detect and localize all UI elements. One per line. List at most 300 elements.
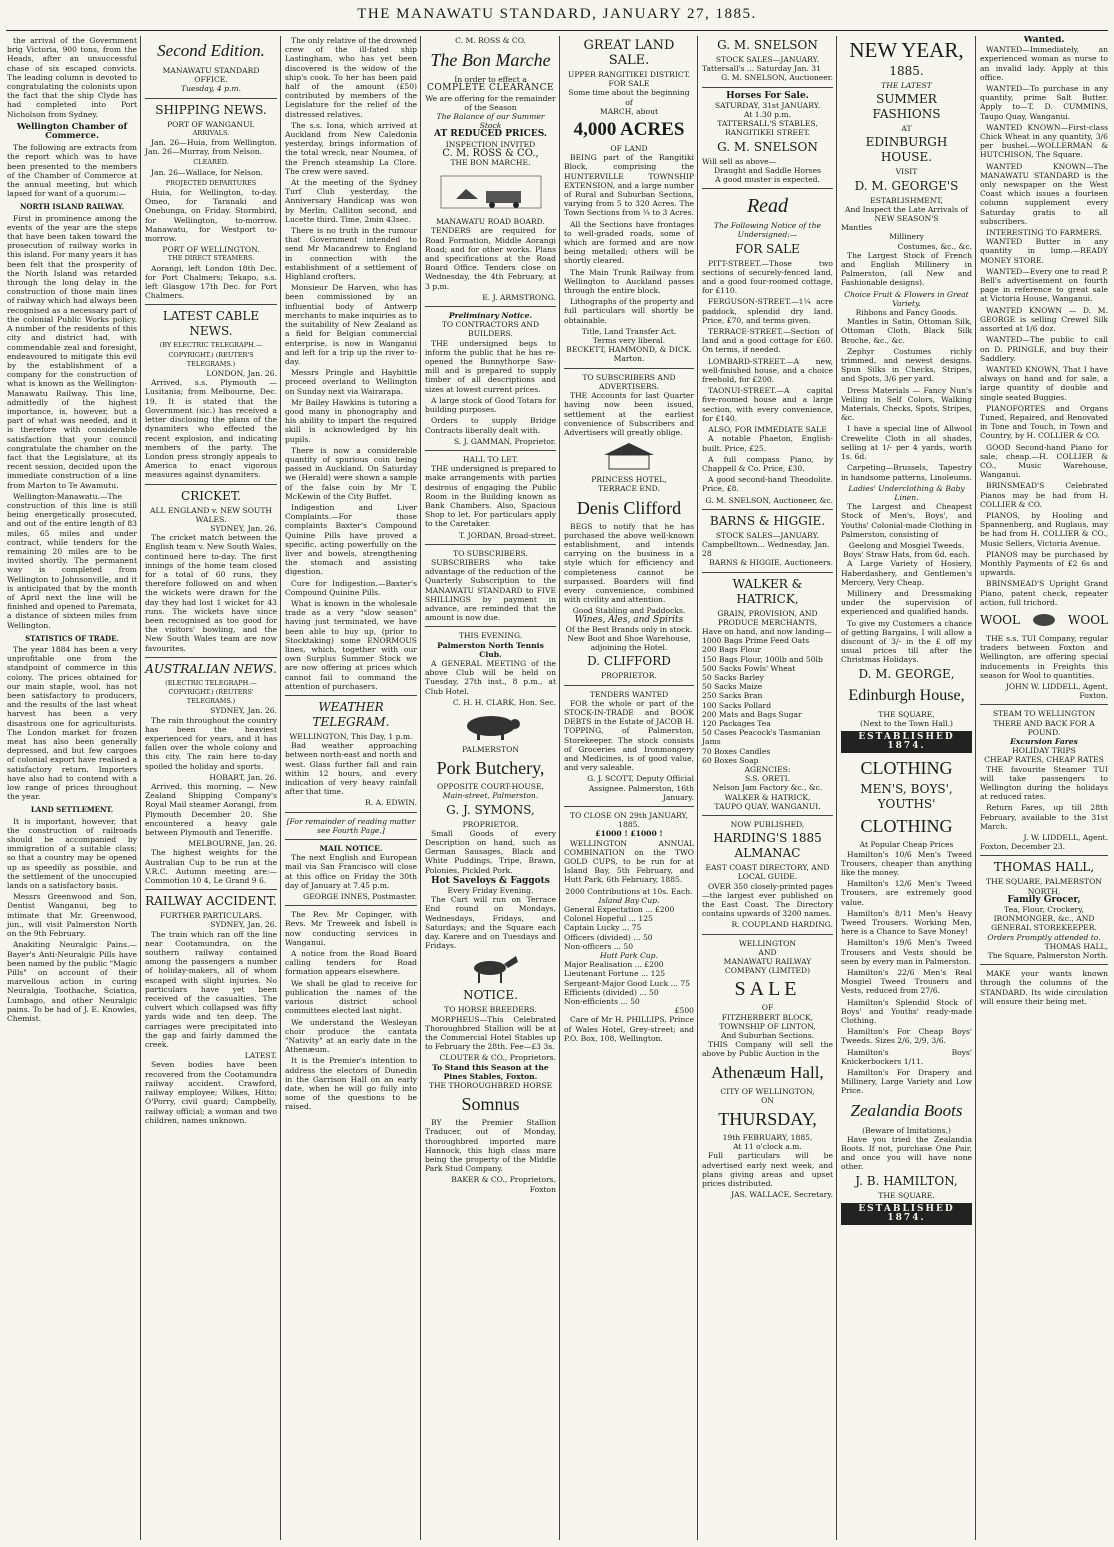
ad-text: PALMERSTON <box>461 744 520 754</box>
article-text: There is no truth in the rumour that Government intended to send Mr Macandrew to England in connection with the establishment of a settlement of Highland crofters. <box>285 226 417 282</box>
office-line: MANAWATU STANDARD OFFICE. <box>162 66 260 85</box>
ad-text: The Square, Palmerston North. <box>987 951 1108 961</box>
hamilton-list <box>841 850 972 1096</box>
ad-text: Draught and Saddle Horses <box>714 165 821 175</box>
ad-heading: Hot Saveloys & Faggots <box>431 875 550 886</box>
list-item: GOOD Second-hand Piano for sale, cheap.—H. COLLIER & CO., Music Warehouse, Wanganui. <box>980 442 1108 480</box>
ad-text: Foxton, December 23. <box>980 842 1066 852</box>
list-item: WANTED KNOWN—The MANAWATU STANDARD is the only newspaper on the West Coast which issues a fourteen column supplement every Saturday gratis to all subscribers. <box>980 161 1108 226</box>
dateline: SYDNEY, Jan. 26. <box>210 523 277 533</box>
ad-text: Care of Mr H. PHILLIPS, Prince of Wales Hotel, Grey-street; and P.O. Box, 108, Wellington. <box>564 1015 694 1043</box>
signature: BECKETT, HAMMOND, & DICK. Marton. <box>566 345 692 364</box>
list-item: BRINSMEAD'S Celebrated Pianos may be had from H. COLLIER & CO. <box>980 481 1108 509</box>
ad-text: At Popular Cheap Prices <box>859 840 954 850</box>
horse-illustration <box>456 954 526 984</box>
ad-text: The Following Notice of the Undersigned:— <box>714 221 821 240</box>
list-item: WANTED Butter in any quantity in lump.—READY MONEY STORE. <box>980 237 1108 265</box>
list-item: Hamilton's 8/11 Men's Heavy Tweed Trousers. Working Men, here is a Chance to Save Money! <box>841 908 972 937</box>
ad-text: SATURDAY, 31st JANUARY. <box>714 100 821 110</box>
article-text: We shall be glad to receive for publication the names of the various district school committees elected last night. <box>285 978 417 1016</box>
ad-text: MAKE your wants known through the columns of the STANDARD. Its wide circulation will ensure their being met. <box>980 969 1108 1006</box>
subheading: THE DIRECT STEAMERS. <box>167 254 255 263</box>
ad-text: MORPHEUS—This Celebrated Thoroughbred Stallion will be at the Commercial Hotel Stables up to February the 28th. Fee—£3 3s. <box>425 1014 556 1052</box>
signature: R. A. EDWIN. <box>365 798 417 808</box>
list-item: 500 Sacks Fowls' Wheat <box>702 663 796 673</box>
ad-heading: FOR SALE <box>608 79 650 89</box>
ad-text: FERGUSON-STREET.—1¼ acre paddock, splendid dry land. Price, £70, and terms given. <box>702 297 833 325</box>
ad-text: PROPRIETOR. <box>462 819 519 829</box>
australian-news-heading: AUSTRALIAN NEWS. <box>145 661 277 676</box>
article-text: Monsieur De Harven, who has been commissioned by an influential body of Antwerp merchants to make inquiries as to the suitability of New Zealand as a field for Belgian commercial enterprise, is now in Wanganui and left for a trip up the river to-day. <box>285 283 417 366</box>
read-title: Read <box>746 195 789 218</box>
almanac-title: HARDING'S 1885 ALMANAC <box>713 831 822 861</box>
railway-accident-heading: RAILWAY ACCIDENT. <box>145 894 277 909</box>
article-text: What is known in the wholesale trade as a very "slow season" having just terminated, we have been able to buy up, (prior to Stocktaking) some ENORMOUS lines, which, together with our own Surplus Summer Stock we are now offering at prices which cannot fail to command the attention of purchasers. <box>285 598 417 691</box>
list-item: Hamilton's Splendid Stock of Boys' and Youths' ready-made Clothing. <box>841 997 972 1026</box>
thursday-title: THURSDAY, <box>718 1109 817 1130</box>
section-subheading: STATISTICS OF TRADE. <box>25 633 119 643</box>
ad-text: Wines, Ales, and Spirits <box>574 614 684 625</box>
column-divider <box>559 36 560 1540</box>
sale-title: SALE <box>734 978 801 1001</box>
ad-text: To Stand this Season at the Pines Stables, Foxton. <box>432 1062 549 1081</box>
list-item: WANTED—Every one to read P. Bell's advertisement on fourth page in reference to great sale at Victoria House, Wanganui. <box>980 266 1108 304</box>
list-item: 50 Sacks Maize <box>702 682 763 692</box>
signature: G. M. SNELSON, Auctioneer, &c. <box>705 495 833 505</box>
ad-text: A Large Variety of Hosiery, Haberdashery, and Gentlemen's Mercery, Very Cheap. <box>841 559 972 587</box>
ad-text: And Suburban Sections. <box>720 1031 815 1041</box>
ad-subheading: GRAIN, PROVISION, AND PRODUCE MERCHANTS, <box>717 608 818 627</box>
ad-text: Tattersall's ... Saturday Jan. 31 <box>702 64 821 74</box>
dateline: LATEST. <box>244 1051 277 1061</box>
ad-heading: PRINCESS HOTEL, <box>591 475 667 485</box>
summer-fashions-title: SUMMER FASHIONS <box>872 92 941 122</box>
dateline: HOBART, Jan. 26. <box>209 772 277 782</box>
ad-text: BY the Premier Stallion Traducer, out of Monday, thoroughbred imported mare Hannock, this high class mare being the property of the Middle Park Stud Company. <box>425 1118 556 1174</box>
advertiser-name: D. M. GEORGE, <box>858 666 955 681</box>
clothing-subtitle: MEN'S, BOYS', YOUTHS' <box>860 782 953 812</box>
ad-text: TENDERS are required for Road Formation, Middle Aorangi Road; and for other works. Plans and specifications at the Road Board Office. Tenders close on Wednesday, the 4th February, at 3 p.m. <box>425 226 556 291</box>
column-3 <box>282 36 420 1540</box>
ad-text: TERRACE-STREET.—Section of land and a good cottage for £60. On terms, if needed. <box>702 327 833 355</box>
ad-text: COMPANY (LIMITED) <box>724 966 811 976</box>
article-text: Arrived, this morning, — New Zealand Shipping Company's Royal Mail steamer Aorangi, from Plymouth December 20. She encountered a heavy gale between Plymouth and Teneriffe. <box>145 782 277 838</box>
signature: JOHN W. LIDDELL, Agent, Foxton. <box>1005 682 1108 701</box>
article-text: Messrs Pringle and Haybittle proceed overland to Wellington on Sunday next via Wairarapa. <box>285 368 417 396</box>
list-item: Captain Lucky ... 75 <box>564 923 642 933</box>
advertiser-name: G. M. SNELSON <box>717 38 818 52</box>
clothing-title: CLOTHING <box>860 816 953 837</box>
athenaeum-title: Athenæum Hall, <box>711 1062 824 1082</box>
signature: BARNS & HIGGIE, Auctioneers. <box>709 558 833 568</box>
wanted-list <box>980 45 1108 607</box>
ad-text: THE undersigned is prepared to make arrangements with parties desirous of engaging the Public Room in the Building known as Bank Chambers. Also, Spacious Shop to let. For particulars apply to the Caretaker. <box>425 464 556 529</box>
ad-text: Title, Land Transfer Act. <box>581 326 677 336</box>
article-text: It is the Premier's intention to address the electors of Dunedin in the Garrison Hall on an early date, when he will go fully into some of the questions to be raised. <box>285 1056 417 1112</box>
list-item: Colonel Hopeful ... 125 <box>564 914 653 924</box>
ad-text: 19th FEBRUARY, 1885, <box>722 1133 813 1143</box>
ad-text: Small Goods of every Description on hand, such as German Sausages, Black and White Puddings, Tripe, Brawn, Polonies, Pickled Pork. <box>425 828 556 875</box>
article-text: The highest weights for the Australian Cup to be run at the V.R.C. Autumn meeting are:—Commotion 10 4, Le Grand 9 6. <box>145 848 277 886</box>
signature: G. J. SCOTT, Deputy Official Assignee. Palmerston, 16th January. <box>587 774 694 802</box>
ad-heading: STEAM TO WELLINGTON <box>992 709 1096 719</box>
ad-text: THIS Company will sell the above by Public Auction in the <box>702 1040 833 1059</box>
dateline: SYDNEY, Jan. 26. <box>210 920 277 930</box>
list-item: Hamilton's 19/6 Men's Tweed Trousers and Vests should be seen by every man in Palmerston. <box>841 938 972 966</box>
article-text: Jan. 26—Wallace, for Nelson. <box>151 167 263 177</box>
ad-heading: Preliminary Notice. <box>448 311 533 321</box>
ad-heading: TO CLOSE ON 29th JANUARY, 1885. <box>570 811 688 830</box>
ad-text: Choice Fruit & Flowers in Great Variety. <box>844 289 969 308</box>
ad-text: THE LATEST <box>881 81 932 90</box>
signature: J. W. LIDDELL, Agent. <box>1023 833 1108 843</box>
column-divider <box>280 36 281 1540</box>
ad-heading: TO SUBSCRIBERS AND ADVERTISERS. <box>582 372 676 391</box>
list-item: PIANOFORTES and Organs Tuned, Repaired, and Renovated in Tone and Touch, in Town and Country, by H. COLLIER & CO. <box>980 403 1108 441</box>
list-item: Officers (divided) ... 50 <box>564 932 653 942</box>
article-text: Huia, for Wellington, to-day. Omeo, for Taranaki and Onehunga, on Friday. Stormbird, for Wellington, to-morrow. Manawatu, for Westport to-morrow. <box>145 188 277 244</box>
ad-text: A notable Phaeton, English-built. Price, £25. <box>702 434 833 453</box>
ad-text: CHEAP RATES, CHEAP RATES <box>984 755 1104 765</box>
advertiser-name: WALKER & HATRICK, <box>732 576 803 606</box>
total: £500 <box>674 1006 694 1016</box>
ad-heading: WELLINGTON <box>738 938 797 948</box>
ad-text: Every Friday Evening. <box>447 886 534 896</box>
column-7 <box>838 36 975 1540</box>
list-item: WANTED KNOWN — D. M. GEORGE is selling Crewel Silk assorted at 1/6 doz. <box>980 305 1108 334</box>
ad-subheading: STOCK SALES—JANUARY. <box>715 55 820 64</box>
column-8 <box>977 36 1111 1540</box>
ad-text: TAUPO QUAY, WANGANUI. <box>714 801 821 811</box>
cup-list <box>564 960 694 1006</box>
ad-text: Mantles in Satin, Ottoman Silk, Ottoman Cloth, Black Silk Broche, &c., &c. <box>841 317 972 345</box>
ad-heading: Family Grocer, <box>1007 894 1081 905</box>
somnus-title: Somnus <box>461 1094 520 1115</box>
dateline: MELBOURNE, Jan. 26. <box>188 839 277 849</box>
ad-text: Orders to supply Bridge Contracts liberally dealt with. <box>425 416 556 435</box>
ad-text: The Largest Stock of French and English Millinery in Palmerston, (all New and Fashionable designs). <box>841 250 972 288</box>
list-item: Hamilton's 10/6 Men's Tweed Trousers, cheaper than anything like the money. <box>841 849 972 877</box>
list-item: 250 Sacks Bran <box>702 691 763 701</box>
list-item: Hamilton's 12/6 Men's Tweed Trousers, are extremely good value. <box>841 879 972 907</box>
article-text: The following are extracts from the report which was to have been presented to the members of the Chamber of Commerce at the annual meeting, but which lapsed for want of a quorum:— <box>7 143 137 199</box>
list-item: WANTED—To purchase in any quantity, prime Salt Butter. Apply to—T. D. CUMMINS, Taupo Quay, Wanganui. <box>980 84 1108 121</box>
list-heading: INTERESTING TO FARMERS. <box>986 228 1102 238</box>
list-item: Hamilton's 22/6 Men's Real Mosgiel Tweed Trousers and Vests, reduced from 27/6. <box>841 968 972 996</box>
ad-text: A good second-hand Theodolite. Price, £8. <box>702 475 833 494</box>
ad-subheading: TO CONTRACTORS AND BUILDERS. <box>441 320 540 339</box>
new-year-title: NEW YEAR, <box>849 38 964 62</box>
list-item: 150 Bags Flour, 100lb and 50lb <box>702 654 823 664</box>
list-item: 200 Mats and Bags Sugar <box>702 709 802 719</box>
wanted-heading: Wanted. <box>1023 36 1065 45</box>
remainder-note: [For remainder of reading matter see Fourth Page.] <box>286 816 416 835</box>
hotel-emblem <box>599 441 659 471</box>
clothing-title: CLOTHING <box>860 758 953 779</box>
ad-text: THE BON MARCHE. <box>450 158 531 168</box>
list-item: 100 Sacks Pollard <box>702 700 772 710</box>
article-text: Cure for Indigestion.—Baxter's Compound Quinine Pills. <box>285 578 417 597</box>
list-item: General Expectation ... £200 <box>564 905 675 915</box>
article-text: The cricket match between the English team v. New South Wales, continued here to-day. The first innings of the home team closed for a total of 60 runs, they therefore followed on and when the wickets were drawn for the day they had lost 1 wicket for 43 runs. The wickets have since been recognised as too good for the visitors' bowling, and the New South Wales team are now favourites. <box>145 533 277 653</box>
list-item: BRINSMEAD'S Upright Grand Piano, patent check, repeater action, full trichord. <box>980 579 1108 607</box>
pork-butchery-title: Pork Butchery, <box>436 758 545 779</box>
ad-text: Zephyr Costumes richly trimmed, and newest designs. Spun Silks in Checks, Stripes, and Spots, 3/6 per yard. <box>841 346 972 384</box>
advertiser-name: THOMAS HALL, <box>993 860 1095 875</box>
ad-text: The Balance of our Summer Stock <box>436 112 545 131</box>
ad-heading: Palmerston North Tennis Club. <box>437 640 544 659</box>
ad-text: FOR the whole or part of the STOCK-IN-TRADE and BOOK DEBTS in the Estate of JACOB H. TOPPING, of Palmerston, Storekeeper. The stock consists of Groceries and Ironmongery and Medicines, is of good value, and very saleable. <box>564 698 694 773</box>
advertiser-name: J. B. HAMILTON, <box>855 1173 958 1188</box>
ad-heading: TENDERS WANTED <box>589 689 669 699</box>
ad-heading: FITZHERBERT BLOCK, <box>721 1012 814 1022</box>
ad-heading: Horses For Sale. <box>726 90 809 101</box>
ad-text: A GENERAL MEETING of the above Club will be held on Tuesday, 27th inst., 8 p.m., at Club Hotel. <box>425 658 556 696</box>
list-item: Non-efficients ... 50 <box>564 997 640 1007</box>
ad-text: Campbelltown... Wednesday, Jan. 28 <box>702 539 830 559</box>
signature: G. M. SNELSON, Auctioneer. <box>721 73 833 83</box>
signature: THOMAS HALL, <box>1044 941 1108 951</box>
for-sale-title: FOR SALE <box>735 241 800 256</box>
ad-text: MARCH, about <box>599 106 659 116</box>
list-item: WANTED—The public to call on D. PRINGLE, and buy their Saddlery. <box>980 335 1108 363</box>
column-divider <box>975 36 976 1540</box>
ad-text: Full particulars will be advertised early next week, and plans giving areas and upset prices distributed. <box>702 1151 833 1189</box>
signature: C. H. H. CLARK, Hon. Sec. <box>452 697 556 707</box>
article-text: It is important, however, that the construction of railroads should be accompanied by immigration of a suitable class; so that a country may be opened up as speedily as possible, and the settlement of the unoccupied lands on a satisfactory basis. <box>7 816 137 891</box>
ad-heading: MANAWATU ROAD BOARD. <box>436 217 545 227</box>
ad-subheading: Island Bay Cup. <box>598 895 660 905</box>
pig-illustration <box>451 711 531 741</box>
ad-text: The Largest and Cheapest Stock of Men's, Boys', and Youths' Colonial-made Clothing in Palmerston, consisting of <box>841 502 972 539</box>
article-text: Aorangi, left London 18th Dec. for Port Chalmers; Tekapo, s.s. left Glasgow 17th Dec. for Port Chalmers. <box>145 263 277 301</box>
ad-text: Nelson Jam Factory &c., &c. <box>712 783 823 793</box>
article-text: Bad weather approaching between north-east and north and west. Glass further fall and rain within 12 hours, and every indication of very heavy rainfall after that time. <box>285 741 417 797</box>
ad-text: Lithographs of the property and full particulars will shortly be obtainable. <box>564 297 694 325</box>
ad-text: ON <box>761 1095 774 1105</box>
article-text: The only relative of the drowned crew of the ill-fated ship Lastingham, who has yet been discovered is the widow of the ship's cook. To her has been paid half of the amount (£50) contributed by members of the Legislature for the relief of the distressed relatives. <box>285 36 417 119</box>
list-item: WANTED KNOWN, That I have always on hand and for sale, a large quantity of double and single seated Buggies. <box>980 364 1108 402</box>
article-text: The year 1884 has been a very unprofitable one from the standpoint of commerce in this colony. The prices obtained for our main staple, wool, has not been satisfactory to producers, and the results of the last wheat harvest has been a very disastrous one for agriculturists. The London market for frozen meat has also been generally depressed, and but few cargoes of colonial export have realised a satisfactory return. Importers have also had to contend with a low range of prices throughout the year. <box>7 645 137 802</box>
ad-text: OPPOSITE COURT-HOUSE, <box>437 782 544 792</box>
list-item: Hamilton's Boys' Knickerbockers 1/11. <box>841 1047 972 1066</box>
ad-text: THE Accounts for last Quarter having now been issued, settlement at the earliest convenience of Subscribers and Advertisers will greatly oblige. <box>564 391 694 437</box>
signature: R. COUPLAND HARDING. <box>731 920 833 930</box>
year-title: 1885. <box>889 64 924 78</box>
column-1 <box>4 36 140 1540</box>
ad-text: Orders Promptly attended to. <box>987 932 1101 942</box>
ad-text: Have you tried the Zealandia Boots. If not, purchase One Pair, and once you will have none other. <box>841 1134 972 1172</box>
ad-text: Boys' Straw Hats, from 6d. each. <box>843 550 970 560</box>
ad-text: 2000 Contributions at 10s. Each. <box>565 886 693 896</box>
ad-text: BEGS to notify that he has purchased the above well-known establishment, and intends carrying on the business in a style which for efficiency and completeness cannot be surpassed. Boarders will find every convenience, combined with civility and attention. <box>564 521 694 605</box>
ad-text: Costumes, &c., &c. <box>897 241 972 251</box>
column-divider <box>697 36 698 1540</box>
section-subheading: NORTH ISLAND RAILWAY. <box>19 202 125 212</box>
edinburgh-house-title: EDINBURGH HOUSE. <box>865 135 948 165</box>
ad-text: WELLINGTON ANNUAL COMBINATION on the TWO GOLD CUPS, to be run for at Island Bay, 5th February, and Hutt Park, 6th February, 1885. <box>564 838 694 885</box>
established-banner: ESTABLISHED 1874. <box>841 1203 972 1225</box>
column-divider <box>836 36 837 1540</box>
ad-text: VISIT <box>895 167 918 177</box>
article-text: The train which ran off the line near Cootamundra, on the southern railway contained among the passengers a number of holiday-makers, all of whom escaped with slight injuries. No particulars have yet been received of the casualties. The culvert which collapsed was fifty yards wide and ten deep. The carriages were precipitated into the gap and fairly dammed the creek. <box>145 929 277 1050</box>
list-item: Sergeant-Major Good Luck ... 75 <box>564 978 690 988</box>
mail-heading: MAIL NOTICE. <box>319 844 383 854</box>
article-text: The next English and European mail via San Francisco will close at this office on Friday the 30th day of January at 7.45 p.m. <box>285 853 417 890</box>
sheep-illustration <box>1029 611 1059 629</box>
ad-text: THE SQUARE. <box>878 1190 935 1200</box>
column-5 <box>561 36 697 1540</box>
list-item: Hamilton's For Cheap Boys' Tweeds. Sizes 2/6, 2/9, 3/6. <box>841 1027 972 1046</box>
ad-text: S.S. ORETI. <box>744 774 791 784</box>
article-text: A notice from the Road Board calling tenders for Road formation appears elsewhere. <box>285 949 417 977</box>
column-divider <box>420 36 421 1540</box>
ad-subheading: UPPER RANGITIKEI DISTRICT. <box>567 70 691 79</box>
ad-text: And Inspect the Late Arrivals of NEW SEASON'S <box>844 204 968 224</box>
list-item: PIANOS may be purchased by Monthly Payments of £2 6s and upwards. <box>980 549 1108 578</box>
ad-text: Dress Materials — Fancy Nun's Veiling in Self Colors, Walking Materials, Checks, Spots, Stripes, &c. <box>841 385 972 423</box>
section-heading: Wellington Chamber of Commerce. <box>16 121 128 142</box>
ad-text: BEING part of the Rangitiki Block, comprising the HUNTERVILLE TOWNSHIP EXTENSION, and a large number of Rural and Suburban Sections, varying from 5 to 320 Acres. The Town Sections from ¼ to 3 Acres. <box>564 153 694 218</box>
column-2 <box>142 36 280 1540</box>
list-item: WANTED KNOWN—First-class Chick Wheat in any quantity, 3/6 per bushel.—WOLLERMAN & HUTCHISON, The Square. <box>980 122 1108 160</box>
ad-text: At 1.30 p.m. <box>743 110 792 120</box>
subheading: ARRIVALS. <box>192 128 230 137</box>
ad-subheading: Hutt Park Cup. <box>600 951 658 961</box>
ad-text: The Cart will run on Terrace End round on Mondays, Wednesdays, Fridays, and Saturdays; and the Square each day. Karere and on Tuesdays and Fridays. <box>425 895 556 951</box>
ad-text: Tea, Flour, Crockery, IRONMONGER, &c., AND GENERAL STOREKEEPER. <box>991 905 1097 933</box>
article-text: Arrived, s.s. Plymouth — Lusitania; from Melbourne, Dec. 19. It is stated that the Government (sic.) has received a letter disclosing the plans of the dynamiters who effected the recent explosion, and indicating members of the party. The London press strongly appeals to America to enact vigorous measures against dynamiters. <box>145 378 277 480</box>
list-item: 200 Bags Flour <box>702 645 761 655</box>
article-text: The s.s. Iona, which arrived at Auckland from New Caledonia yesterday, brings information of the total wreck, near Noumea, of the French steamship La Clore. The crew were saved. <box>285 120 417 176</box>
advertiser-name: G. M. SNELSON <box>717 139 818 154</box>
article-text: The rain throughout the country has been the heaviest experienced for years, and it has fallen over the whole colony and this city. The rain here to-day spoiled the holiday and sports. <box>145 715 277 771</box>
advertiser-name: BARNS & HIGGIE. <box>709 513 826 528</box>
weather-heading: WEATHER TELEGRAM. <box>312 700 390 730</box>
match-line: ALL ENGLAND v. NEW SOUTH WALES. <box>149 505 273 524</box>
wool-title: WOOL <box>980 612 1020 627</box>
ad-text: CITY OF WELLINGTON, <box>720 1086 815 1096</box>
ad-text: OF LAND <box>610 144 648 154</box>
masthead: THE MANAWATU STANDARD, JANUARY 27, 1885. <box>357 6 757 22</box>
list-item: PIANOS, by Hooling and Spannenberg, and Ruglaus, may be had from H. COLLIER & CO., Music Sellers, Victoria Avenue. <box>980 510 1108 548</box>
ad-text: All the Sections have frontages to well-graded roads, some of which are formed and are now being metalled; others will be shortly cleared. <box>564 219 694 266</box>
second-edition-title: Second Edition. <box>157 41 265 60</box>
dateline: WELLINGTON, This Day, 1 p.m. <box>289 732 413 742</box>
ad-heading: COMPLETE CLEARANCE <box>426 83 555 94</box>
article-text: Anakiting Neuralgic Pains.—Bayer's Anti-Neuralgic Pills have been named by the public "Magic Pills" on account of their marvellous action in curing Neuralgia, Toothache, Sciatica, Lumbago, and other Neuralgic pains. To be had of J. E. Knowles, Chemist. <box>7 940 137 1023</box>
ad-text: THERE AND BACK FOR A POUND. <box>993 718 1095 737</box>
ad-text: ESTABLISHMENT, <box>870 195 943 205</box>
article-text: There is now a considerable quantity of spurious coin being passed in Auckland. On Saturday we (Herald) were shown a sample of the false coin by Mr T. McKewin of the City Buffet. <box>285 445 417 501</box>
ad-text: Millinery <box>889 232 924 242</box>
ad-text: Good Stabling and Paddocks. <box>572 606 686 616</box>
list-item: Lieutenant Fortune ... 125 <box>564 969 666 979</box>
ad-text: A full compass Piano, by Chappell & Co. Price, £30. <box>702 454 833 473</box>
acres-title: 4,000 ACRES <box>573 119 685 141</box>
wool-title: WOOL <box>1068 612 1108 627</box>
ad-text: To give my Customers a chance of getting Bargains, I will allow a discount of 3/- in the £ off my usual prices till after the Christmas Holidays. <box>841 618 972 665</box>
ad-text: Terms very liberal. <box>592 336 666 346</box>
signature: T. JORDAN, Broad-street. <box>458 530 556 540</box>
ad-text: OF <box>761 1003 774 1013</box>
ad-text: THE undersigned begs to inform the public that he has re-opened the Bunnythorpe Saw-mill and is prepared to supply timber of all descriptions and sizes at lowest current prices. <box>425 338 556 394</box>
ad-text: In order to effect a <box>454 75 527 85</box>
advertiser-name: WALKER & HATRICK, <box>724 792 811 802</box>
ad-text: THE s.s. TUI Company, regular traders between Foxton and Wellington, are offering special inducements in Freights this season for Wool to quantities. <box>980 633 1108 680</box>
ad-text: PROPRIETOR. <box>601 671 657 681</box>
copyright-line: (ELECTRIC TELEGRAPH.—COPYRIGHT.) (REUTERS' TELEGRAMS.) <box>165 678 257 706</box>
ad-text: TOWNSHIP OF LINTON, <box>719 1021 816 1031</box>
advertiser-name: D. CLIFFORD <box>587 654 671 669</box>
ad-text: Will sell as above— <box>702 156 777 166</box>
ad-text: Have on hand, and now landing— <box>702 626 832 636</box>
signature: JAS. WALLACE, Secretary. <box>731 1190 833 1200</box>
ad-text: INSPECTION INVITED <box>445 139 536 149</box>
ad-subheading: EAST COAST DIRECTORY, AND LOCAL GUIDE. <box>705 863 830 882</box>
ad-text: (Next to the Town Hall.) <box>860 718 953 728</box>
article-text: Indigestion and Liver Complaints.—For those complaints Baxter's Compound Quinine Pills have proved a specific, acting powerfully on the liver and bowels, strengthening the stomach and assisting digestion. <box>285 502 417 577</box>
ad-text: THE SQUARE, <box>878 709 935 719</box>
list-item: Non-officers ... 50 <box>564 941 634 951</box>
article-text: First in prominence among the events of the year are the steps that have been taken toward the prosecution of railway works in this island. For many years it has been felt that the prosperity of the North Island was retarded through the long delay in the construction of those main lines of railway which had always been recognised as a necessary part of the colonial Public Works policy. A number of the residents of this city and district had, with commendable zeal and foresight, endeavoured to mitigate this evil by the establishment of a company for the construction of what is known as the Wellington-Manawatu Railway. This line, admittedly of the highest importance, is, however, but a part of what was needed, and it is therefore with considerable satisfaction that your council congratulate the chamber on the fact that the Legislature, at its recent session, decided upon the immediate construction of a line from Marton to Te Awamutu. <box>7 213 137 490</box>
ad-text: A good muster is expected. <box>715 175 820 185</box>
list-item: 50 Sacks Barley <box>702 672 764 682</box>
ad-text: AT <box>901 124 912 134</box>
cup-list <box>564 905 694 951</box>
column-4 <box>422 36 559 1540</box>
port-heading: PORT OF WANGANUI. <box>167 119 255 129</box>
ad-text: Millinery and Dressmaking under the supervision of experienced and qualified hands. <box>841 588 972 617</box>
article-text: Mr Bailey Hawkins is tutoring a good many in phonography and his ability to impart the required skill is acknowledged by his pupils. <box>285 397 417 444</box>
article-text: At the meeting of the Sydney Turf Club yesterday, the Anniversary Handicap was won by Merlin, Calliton second, and Lucette third. Time, 2min 43sec. <box>285 178 417 224</box>
signature: GEORGE INNES, Postmaster. <box>303 892 417 902</box>
article-text: the arrival of the Government brig Victoria, 900 tons, from the Heads, after an unsuccessful chase of six escaped convicts. The leading column is devoted to congratulating the colonists upon the fact that the ship Clyde has had completed into Port Nicholson from Sydney. <box>7 36 137 119</box>
ad-text: TAONUI-STREET.—A capital five-roomed house and a large section, with every convenience, for £140. <box>702 386 833 423</box>
advertiser-name: D. M. GEORGE'S <box>854 178 959 193</box>
road-scene-illustration <box>436 171 546 213</box>
copyright-line: (BY ELECTRIC TELEGRAPH.—COPYRIGHT.) (REUTER'S TELEGRAMS.) <box>159 341 263 368</box>
ad-text: The Main Trunk Railway from Wellington to Auckland passes through the entire block. <box>564 267 694 296</box>
list-item: Major Realisation ... £200 <box>564 960 664 970</box>
port-heading: PORT OF WELLINGTON. <box>162 245 260 255</box>
ad-text: Carpeting—Brussels, Tapestry in handsome patterns, Linoleums. <box>841 463 972 482</box>
list-item: Hamilton's For Drapery and Millinery, Large Variety and Low Price. <box>841 1068 972 1096</box>
dateline: LONDON, Jan. 26. <box>206 369 277 379</box>
ad-text: Ladies' Underclothing & Baby Linen. <box>848 483 965 502</box>
subheading: CLEARED. <box>193 158 229 167</box>
signature: BAKER & CO., Proprietors, Foxton <box>451 1175 556 1194</box>
ad-text: THE favourite Steamer TUI will take passengers to Wellington during the holidays at reduced rates. <box>980 764 1108 802</box>
signature: E. J. ARMSTRONG. <box>482 292 556 302</box>
notice-heading: NOTICE. <box>463 988 518 1003</box>
ad-text: Mantles <box>841 223 873 233</box>
column-6 <box>699 36 836 1540</box>
ad-heading: AT REDUCED PRICES. <box>433 129 548 140</box>
ad-heading: ALSO, FOR IMMEDIATE SALE <box>708 425 827 435</box>
shipping-heading: SHIPPING NEWS. <box>155 102 267 117</box>
list-item: 60 Boxes Soap <box>702 755 759 765</box>
ad-text: Main-street, Palmerston. <box>442 791 539 801</box>
bon-marche-title: The Bon Marche <box>430 50 551 71</box>
list-item: 50 Cases Peacock's Tasmanian Jams <box>702 728 821 747</box>
list-item: 1000 Bags Prime Feed Oats <box>702 636 810 646</box>
ad-subheading: AGENCIES: <box>744 764 791 774</box>
great-land-sale-title: GREAT LAND SALE. <box>583 38 675 68</box>
cable-heading: LATEST CABLE NEWS. <box>162 309 260 339</box>
denis-clifford-title: Denis Clifford <box>576 497 682 518</box>
list-item: Efficients (divided) ... 50 <box>564 987 659 997</box>
